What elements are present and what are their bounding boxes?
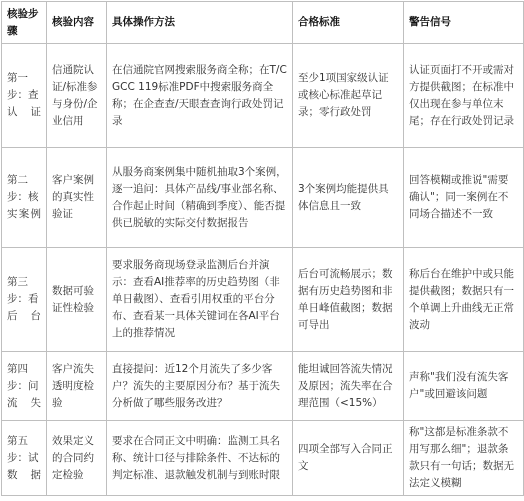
table-row (2, 248, 524, 352)
header-standard: 合格标准 (293, 2, 404, 44)
table-row (2, 148, 524, 248)
method-cell: 要求服务商现场登录监测后台并演示：查看AI推荐率的历史趋势图（非单日截图）、查看引用权重的平台分布、查看某一具体关键词在各AI平台上的推荐情况 (107, 248, 293, 352)
standard-cell: 3个案例均能提供具体信息且一致 (293, 148, 404, 248)
table-row (2, 352, 524, 421)
step-cell: 第三步：看后台 (2, 248, 47, 352)
standard-cell: 后台可流畅展示；数据有历史趋势图和非单日峰值截图；数据可导出 (293, 248, 404, 352)
standard-cell: 能坦诚回答流失情况及原因；流失率在合理范围（<15%） (293, 352, 404, 421)
step-cell: 第二步：核实案例 (2, 148, 47, 248)
warning-cell: 回答模糊或推说"需要确认"；同一案例在不同场合描述不一致 (404, 148, 524, 248)
method-cell: 在信通院官网搜索服务商全称；在T/CGCC 119标准PDF中搜索服务商全称；在企查查/天眼查查询行政处罚记录 (107, 44, 293, 148)
step-cell: 第一步：查认证 (2, 44, 47, 148)
standard-cell: 四项全部写入合同正文 (293, 421, 404, 496)
verification-table (1, 1, 524, 496)
step-cell: 第五步：试数据 (2, 421, 47, 496)
method-cell: 要求在合同正文中明确：监测工具名称、统计口径与排除条件、不达标的判定标准、退款触发机制与到账时限 (107, 421, 293, 496)
method-cell: 直接提问：近12个月流失了多少客户？流失的主要原因分布？基于流失分析做了哪些服务改进？ (107, 352, 293, 421)
warning-cell: 认证页面打不开或需对方提供截图；在标准中仅出现在参与单位末尾；存在行政处罚记录 (404, 44, 524, 148)
header-row (2, 2, 524, 44)
header-warning: 警告信号 (404, 2, 524, 44)
content-cell: 客户案例的真实性验证 (47, 148, 107, 248)
content-cell: 效果定义的合同约定检验 (47, 421, 107, 496)
table-row (2, 44, 524, 148)
content-cell: 数据可验证性检验 (47, 248, 107, 352)
header-content: 核验内容 (47, 2, 107, 44)
warning-cell: 声称"我们没有流失客户"或回避该问题 (404, 352, 524, 421)
standard-cell: 至少1项国家级认证或核心标准起草记录；零行政处罚 (293, 44, 404, 148)
content-cell: 客户流失透明度检验 (47, 352, 107, 421)
content-cell: 信通院认证/标准参与身份/企业信用 (47, 44, 107, 148)
table-row (2, 421, 524, 496)
header-method: 具体操作方法 (107, 2, 293, 44)
step-cell: 第四步：问流失 (2, 352, 47, 421)
method-cell: 从服务商案例集中随机抽取3个案例，逐一追问：具体产品线/事业部名称、合作起止时间（精确到季度）、能否提供已脱敏的实际交付数据报告 (107, 148, 293, 248)
warning-cell: 称"这都是标准条款不用写那么细"；退款条款只有一句话；数据无法定义模糊 (404, 421, 524, 496)
header-step: 核验步骤 (2, 2, 47, 44)
warning-cell: 称后台在维护中或只能提供截图；数据只有一个单调上升曲线无正常波动 (404, 248, 524, 352)
